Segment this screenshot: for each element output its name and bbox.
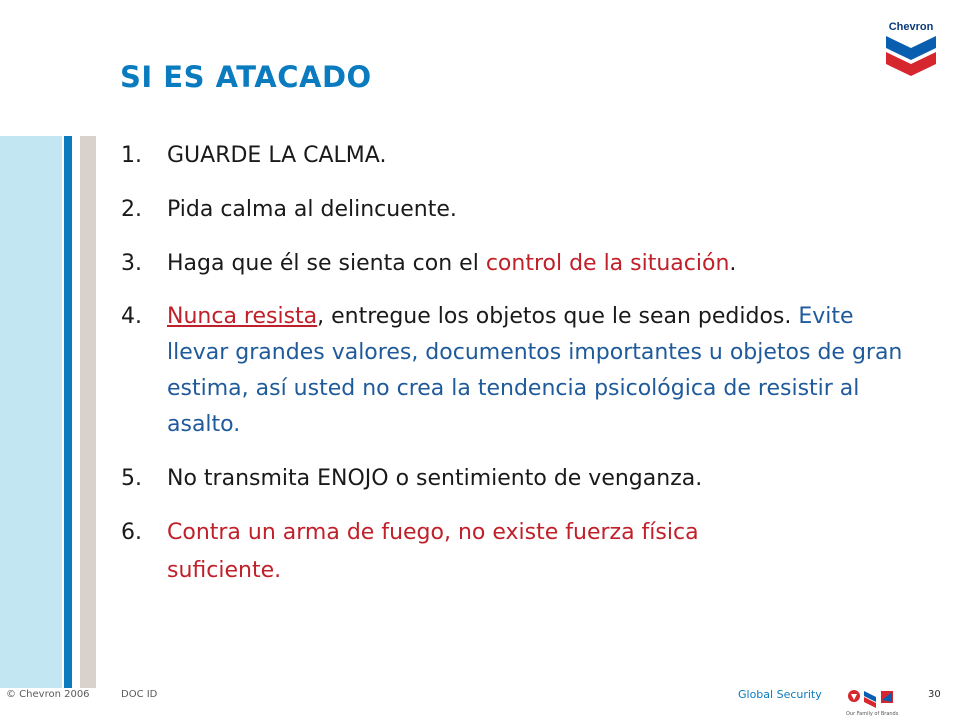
page-number: 30 [928,689,941,700]
item-text-part: , entregue los objetos que le sean pedidos. [317,304,792,329]
item-text-blue: Evite llevar grandes valores, documentos importantes u objetos de gran estima, así usted no crea la tendencia psicológica de resistir al asalto. [167,304,903,437]
chevron-logo [880,18,942,84]
item-number: 3. [121,251,142,276]
logo-text: Chevron [888,21,934,33]
item-number: 6. [121,520,142,545]
footer-copyright: © Chevron 2006 [6,689,90,700]
item-number: 5. [121,466,142,491]
list-item [121,246,921,281]
list-item [121,299,921,443]
brands-caption: Our Family of Brands [846,711,899,717]
item-text: Pida calma al delincuente. [167,197,457,222]
item-text: No transmita ENOJO o sentimiento de venganza. [167,466,703,491]
footer-section: Global Security [738,688,822,701]
item-text-part: Haga que él se sienta con el [167,251,486,276]
slide-title: SI ES ATACADO [120,60,372,94]
item-number: 4. [121,304,142,329]
item-text-highlight: control de la situación [485,251,730,276]
left-decor-bar-light [0,136,62,688]
left-decor-bar-blue [64,136,72,688]
instruction-list [121,138,921,590]
nunca-resista-link[interactable]: Nunca resista [167,304,318,329]
item-text [167,299,921,443]
left-decor-bar-gray [80,136,96,688]
item-text-highlight: Contra un arma de fuego, no existe fuerza física suficiente. [167,520,699,583]
list-item [121,138,921,173]
list-item [121,514,921,590]
item-number: 2. [121,197,142,222]
item-text [167,246,921,281]
item-text-part: . [729,251,737,276]
footer-doc-id: DOC ID [121,689,158,700]
item-text: GUARDE LA CALMA. [167,143,387,168]
item-number: 1. [121,143,142,168]
list-item [121,192,921,227]
list-item [121,461,921,496]
